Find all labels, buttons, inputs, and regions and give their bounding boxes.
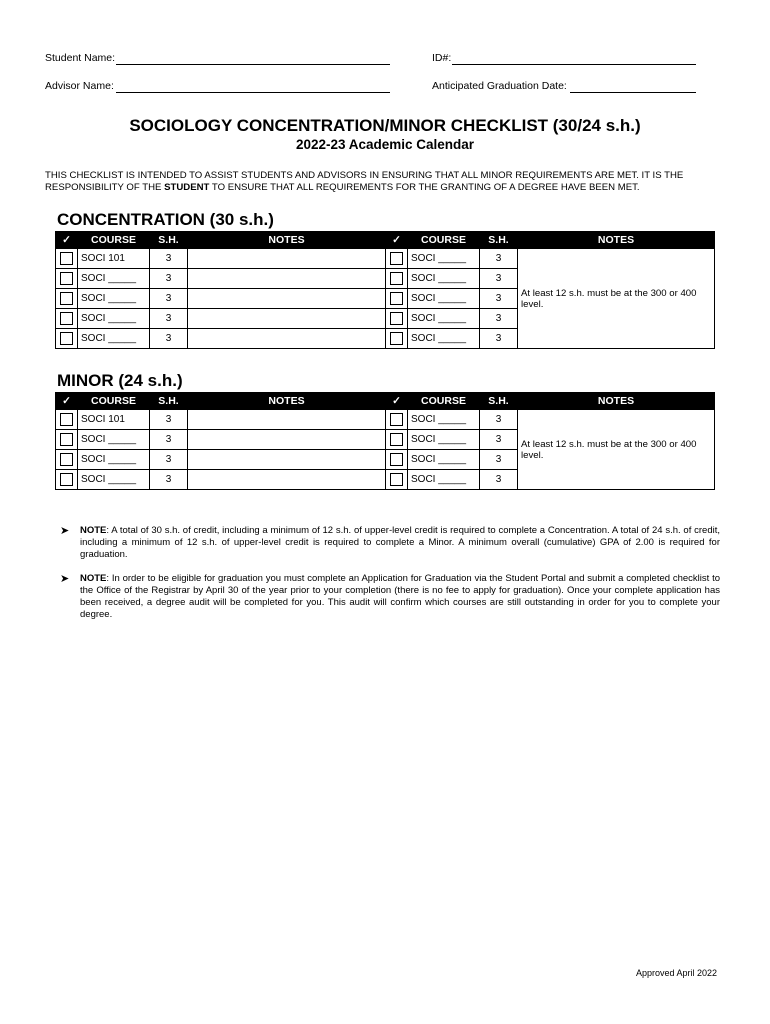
notes-header: NOTES: [188, 393, 386, 410]
checkbox-cell[interactable]: [56, 249, 78, 269]
notes-cell[interactable]: [188, 329, 386, 349]
notes-cell[interactable]: [188, 470, 386, 490]
checkbox[interactable]: [390, 413, 403, 426]
course-cell[interactable]: SOCI _____: [408, 450, 480, 470]
intro-part1: THIS CHECKLIST IS INTENDED TO ASSIST STUDENTS AND ADVISORS IN ENSURING THAT ALL MINOR REQUIREMENTS ARE MET. IT IS THE RESPONSIBILITY OF THE: [45, 170, 684, 193]
course-cell[interactable]: SOCI _____: [408, 289, 480, 309]
sh-cell: 3: [480, 470, 518, 490]
checkbox-cell[interactable]: [56, 430, 78, 450]
checkbox[interactable]: [390, 433, 403, 446]
checkbox[interactable]: [60, 413, 73, 426]
checkbox-cell[interactable]: [386, 410, 408, 430]
sh-header: S.H.: [150, 393, 188, 410]
advisor-name-field[interactable]: [116, 92, 390, 93]
checkbox-cell[interactable]: [56, 289, 78, 309]
checkbox[interactable]: [60, 473, 73, 486]
sh-cell: 3: [480, 249, 518, 269]
checkbox[interactable]: [60, 272, 73, 285]
checkbox[interactable]: [390, 272, 403, 285]
course-cell[interactable]: SOCI _____: [78, 289, 150, 309]
course-cell[interactable]: SOCI _____: [408, 249, 480, 269]
note-2-label: NOTE: [80, 573, 107, 584]
requirement-note: At least 12 s.h. must be at the 300 or 400 level.: [518, 410, 715, 490]
sh-cell: 3: [150, 410, 188, 430]
advisor-name-label: Advisor Name:: [45, 80, 114, 92]
checkbox[interactable]: [60, 332, 73, 345]
checkbox[interactable]: [60, 252, 73, 265]
checkbox-cell[interactable]: [56, 470, 78, 490]
sh-cell: 3: [150, 450, 188, 470]
grad-date-label: Anticipated Graduation Date:: [432, 80, 567, 92]
notes-cell[interactable]: [188, 249, 386, 269]
intro-text: [45, 170, 735, 194]
sh-header: S.H.: [480, 232, 518, 249]
checkbox[interactable]: [390, 292, 403, 305]
sh-cell: 3: [480, 450, 518, 470]
checkbox-cell[interactable]: [386, 289, 408, 309]
approval-footer: Approved April 2022: [635, 968, 717, 978]
intro-part2: TO ENSURE THAT ALL REQUIREMENTS FOR THE GRANTING OF A DEGREE HAVE BEEN MET.: [209, 182, 640, 193]
checkbox-cell[interactable]: [386, 470, 408, 490]
id-field[interactable]: [452, 64, 696, 65]
course-cell[interactable]: SOCI _____: [408, 329, 480, 349]
course-cell[interactable]: SOCI _____: [78, 309, 150, 329]
course-cell[interactable]: SOCI _____: [408, 470, 480, 490]
notes-cell[interactable]: [188, 430, 386, 450]
checkbox-cell[interactable]: [386, 269, 408, 289]
notes-header: NOTES: [518, 232, 715, 249]
sh-header: S.H.: [480, 393, 518, 410]
checkbox[interactable]: [60, 433, 73, 446]
id-label: ID#:: [432, 52, 452, 64]
checkbox-cell[interactable]: [386, 329, 408, 349]
student-name-label: Student Name:: [45, 52, 116, 64]
sh-header: S.H.: [150, 232, 188, 249]
checkbox-cell[interactable]: [386, 450, 408, 470]
course-cell[interactable]: SOCI _____: [408, 410, 480, 430]
course-cell[interactable]: SOCI _____: [408, 430, 480, 450]
notes-cell[interactable]: [188, 450, 386, 470]
sh-cell: 3: [150, 249, 188, 269]
checkbox[interactable]: [60, 292, 73, 305]
sh-cell: 3: [480, 430, 518, 450]
checkbox-cell[interactable]: [386, 309, 408, 329]
sh-cell: 3: [150, 430, 188, 450]
table-header-row: [56, 393, 715, 410]
notes-cell[interactable]: [188, 309, 386, 329]
checkbox-cell[interactable]: [56, 450, 78, 470]
checkbox[interactable]: [390, 252, 403, 265]
note-1: [60, 525, 720, 561]
grad-date-field[interactable]: [570, 92, 696, 93]
checkbox[interactable]: [60, 453, 73, 466]
notes-cell[interactable]: [188, 410, 386, 430]
checkbox[interactable]: [390, 473, 403, 486]
sh-cell: 3: [480, 309, 518, 329]
sh-cell: 3: [150, 269, 188, 289]
checkbox-cell[interactable]: [56, 410, 78, 430]
note-2-text: : In order to be eligible for graduation you must complete an Application for Graduation via the Student Portal and submit a completed checklist to the Office of the Registrar by April 30 of the year prior to your completion (there is no fee to apply for graduation). Once your complete application has been received, a degree audit will be completed for you. This audit will confirm which courses are still outstanding in order for you to complete your degree.: [80, 573, 720, 620]
notes-cell[interactable]: [188, 289, 386, 309]
course-header: COURSE: [408, 393, 480, 410]
note-2: [60, 573, 720, 621]
course-cell[interactable]: SOCI _____: [408, 269, 480, 289]
page-subtitle: 2022-23 Academic Calendar: [295, 137, 475, 152]
check-header: ✓: [56, 393, 78, 410]
notes-header: NOTES: [518, 393, 715, 410]
arrow-bullet-icon: ➤: [60, 525, 70, 537]
checkbox[interactable]: [390, 332, 403, 345]
sh-cell: 3: [480, 269, 518, 289]
notes-header: NOTES: [188, 232, 386, 249]
checkbox[interactable]: [60, 312, 73, 325]
sh-cell: 3: [150, 329, 188, 349]
sh-cell: 3: [480, 329, 518, 349]
course-cell[interactable]: SOCI _____: [78, 470, 150, 490]
course-header: COURSE: [408, 232, 480, 249]
course-cell[interactable]: SOCI _____: [78, 329, 150, 349]
notes-cell[interactable]: [188, 269, 386, 289]
concentration-heading: CONCENTRATION (30 s.h.): [57, 210, 274, 229]
sh-cell: 3: [480, 410, 518, 430]
sh-cell: 3: [150, 289, 188, 309]
table-header-row: [56, 232, 715, 249]
minor-heading: MINOR (24 s.h.): [57, 371, 183, 390]
student-name-field[interactable]: [116, 64, 390, 65]
check-header: ✓: [386, 232, 408, 249]
intro-bold: STUDENT: [164, 182, 210, 193]
requirement-note: At least 12 s.h. must be at the 300 or 400 level.: [518, 249, 715, 349]
checkbox-cell[interactable]: [56, 269, 78, 289]
course-header: COURSE: [78, 393, 150, 410]
check-header: ✓: [56, 232, 78, 249]
sh-cell: 3: [480, 289, 518, 309]
sh-cell: 3: [150, 470, 188, 490]
checkbox-cell[interactable]: [386, 430, 408, 450]
check-header: ✓: [386, 393, 408, 410]
sh-cell: 3: [150, 309, 188, 329]
course-cell[interactable]: SOCI _____: [78, 450, 150, 470]
course-cell[interactable]: SOCI _____: [408, 309, 480, 329]
course-header: COURSE: [78, 232, 150, 249]
minor-table: [55, 392, 715, 490]
checkbox-cell[interactable]: [56, 309, 78, 329]
course-cell[interactable]: SOCI 101: [78, 410, 150, 430]
concentration-table: [55, 231, 715, 349]
checkbox-cell[interactable]: [56, 329, 78, 349]
course-cell[interactable]: SOCI 101: [78, 249, 150, 269]
course-cell[interactable]: SOCI _____: [78, 430, 150, 450]
checkbox-cell[interactable]: [386, 249, 408, 269]
checkbox[interactable]: [390, 453, 403, 466]
note-1-text: : A total of 30 s.h. of credit, including a minimum of 12 s.h. of upper-level credit is required to complete a Concentration. A total of 24 s.h. of credit, including a minimum of 12 s.h. of upper-level credit is required to complete a Minor. A minimum overall (cumulative) GPA of 2.00 is required for graduation.: [80, 525, 720, 560]
arrow-bullet-icon: ➤: [60, 573, 70, 585]
note-1-label: NOTE: [80, 525, 107, 536]
course-cell[interactable]: SOCI _____: [78, 269, 150, 289]
table-row: [56, 249, 715, 269]
checkbox[interactable]: [390, 312, 403, 325]
page-title: SOCIOLOGY CONCENTRATION/MINOR CHECKLIST (30/24 s.h.): [129, 116, 641, 135]
table-row: [56, 410, 715, 430]
